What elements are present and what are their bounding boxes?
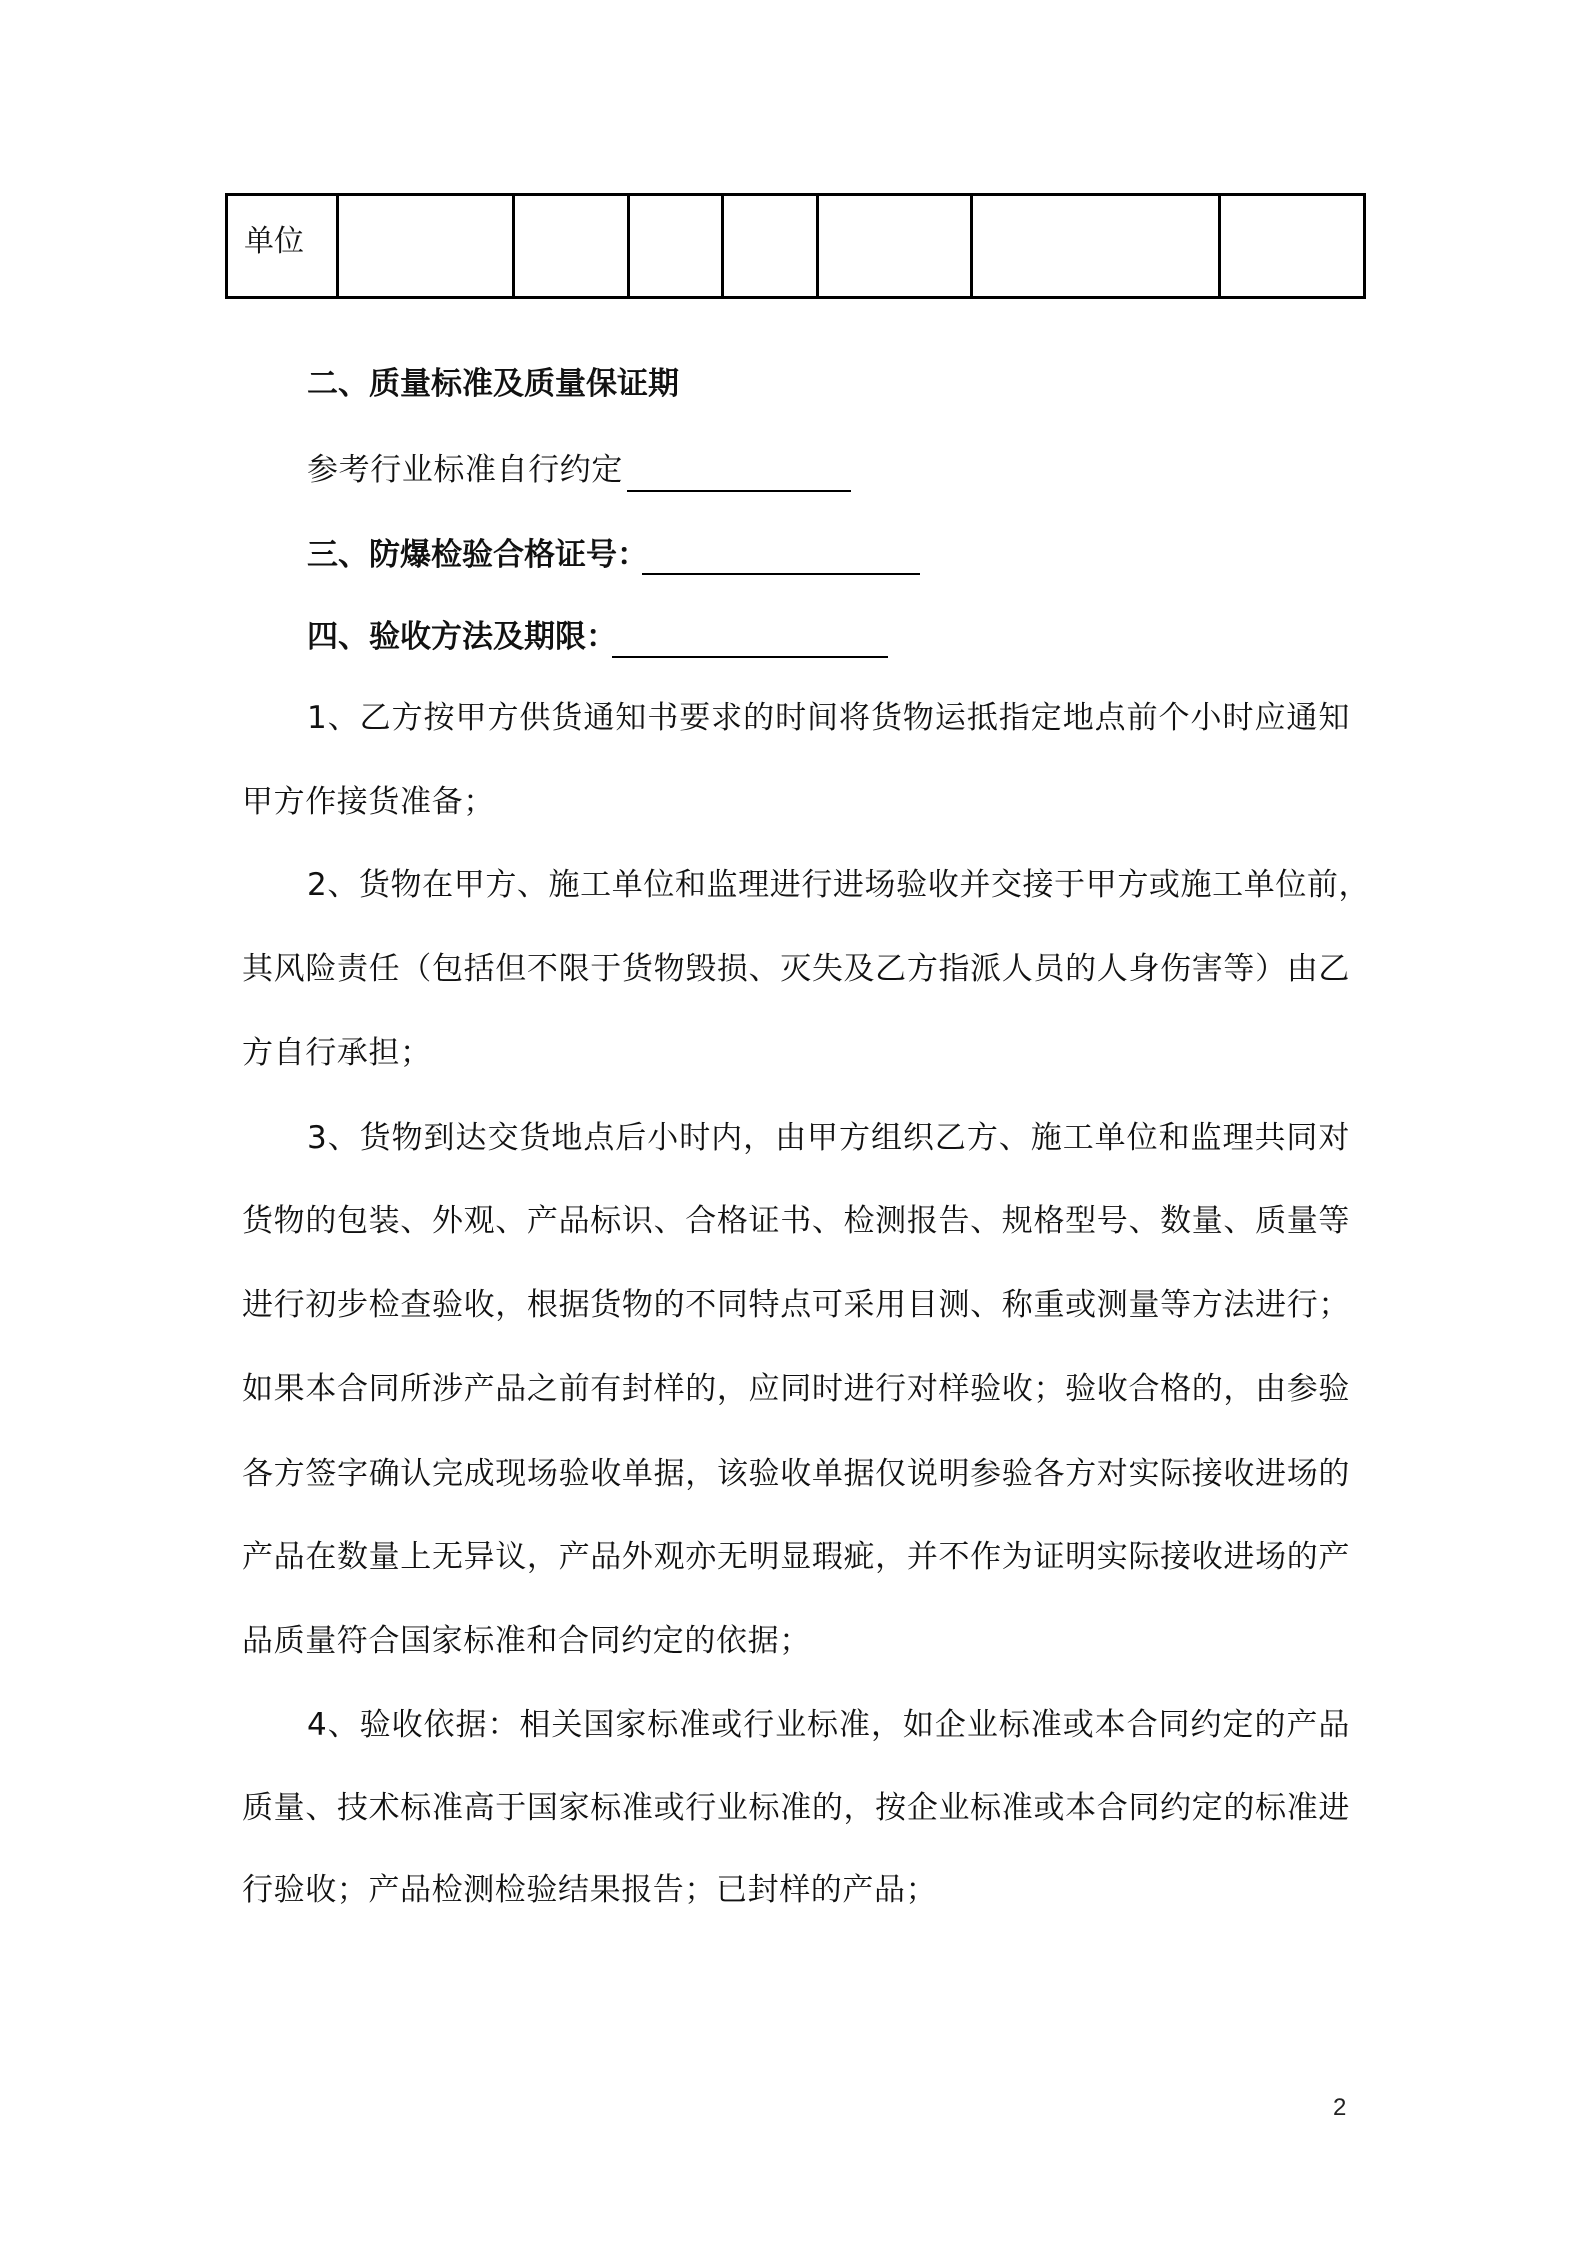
clause-1-line: 1、乙方按甲方供货通知书要求的时间将货物运抵指定地点前个小时应通知 bbox=[307, 700, 1350, 736]
page-number: 2 bbox=[1333, 2094, 1347, 2121]
clause-3-line: 品质量符合国家标准和合同约定的依据； bbox=[242, 1623, 811, 1659]
table-cell bbox=[818, 195, 972, 298]
table-cell bbox=[629, 195, 723, 298]
clause-2-line: 2、货物在甲方、施工单位和监理进行进场验收并交接于甲方或施工单位前， bbox=[307, 867, 1371, 903]
clause-4-line: 行验收；产品检测检验结果报告；已封样的产品； bbox=[242, 1872, 938, 1908]
section-2-text: 参考行业标准自行约定 bbox=[307, 452, 623, 488]
section-3-heading: 三、防爆检验合格证号： bbox=[307, 537, 648, 573]
clause-3-line: 如果本合同所涉产品之前有封样的，应同时进行对样验收；验收合格的，由参验 bbox=[242, 1371, 1350, 1407]
clause-3-line: 进行初步检查验收，根据货物的不同特点可采用目测、称重或测量等方法进行； bbox=[242, 1287, 1350, 1323]
clause-3-line: 各方签字确认完成现场验收单据，该验收单据仅说明参验各方对实际接收进场的 bbox=[242, 1456, 1350, 1492]
table-cell bbox=[723, 195, 818, 298]
table-cell bbox=[972, 195, 1220, 298]
clause-3-line: 3、货物到达交货地点后小时内，由甲方组织乙方、施工单位和监理共同对 bbox=[307, 1120, 1350, 1156]
fill-blank-standard bbox=[627, 490, 851, 492]
clause-1-line: 甲方作接货准备； bbox=[242, 784, 495, 820]
fill-blank-certificate bbox=[642, 573, 920, 575]
clause-4-line: 4、验收依据：相关国家标准或行业标准，如企业标准或本合同约定的产品 bbox=[307, 1707, 1350, 1743]
clause-2-line: 其风险责任（包括但不限于货物毁损、灭失及乙方指派人员的人身伤害等）由乙 bbox=[242, 951, 1350, 987]
table-cell bbox=[1220, 195, 1365, 298]
clause-2-line: 方自行承担； bbox=[242, 1035, 432, 1071]
table-row-label: 单位 bbox=[227, 195, 338, 298]
table-cell bbox=[514, 195, 629, 298]
clause-3-line: 产品在数量上无异议，产品外观亦无明显瑕疵，并不作为证明实际接收进场的产 bbox=[242, 1539, 1350, 1575]
clause-4-line: 质量、技术标准高于国家标准或行业标准的，按企业标准或本合同约定的标准进 bbox=[242, 1790, 1350, 1826]
table-cell bbox=[338, 195, 514, 298]
fill-blank-acceptance bbox=[612, 656, 888, 658]
section-2-heading: 二、质量标准及质量保证期 bbox=[307, 366, 679, 402]
table-row bbox=[227, 195, 1365, 298]
unit-table bbox=[225, 193, 1366, 299]
clause-3-line: 货物的包装、外观、产品标识、合格证书、检测报告、规格型号、数量、质量等 bbox=[242, 1203, 1350, 1239]
section-4-heading: 四、验收方法及期限： bbox=[307, 619, 617, 655]
